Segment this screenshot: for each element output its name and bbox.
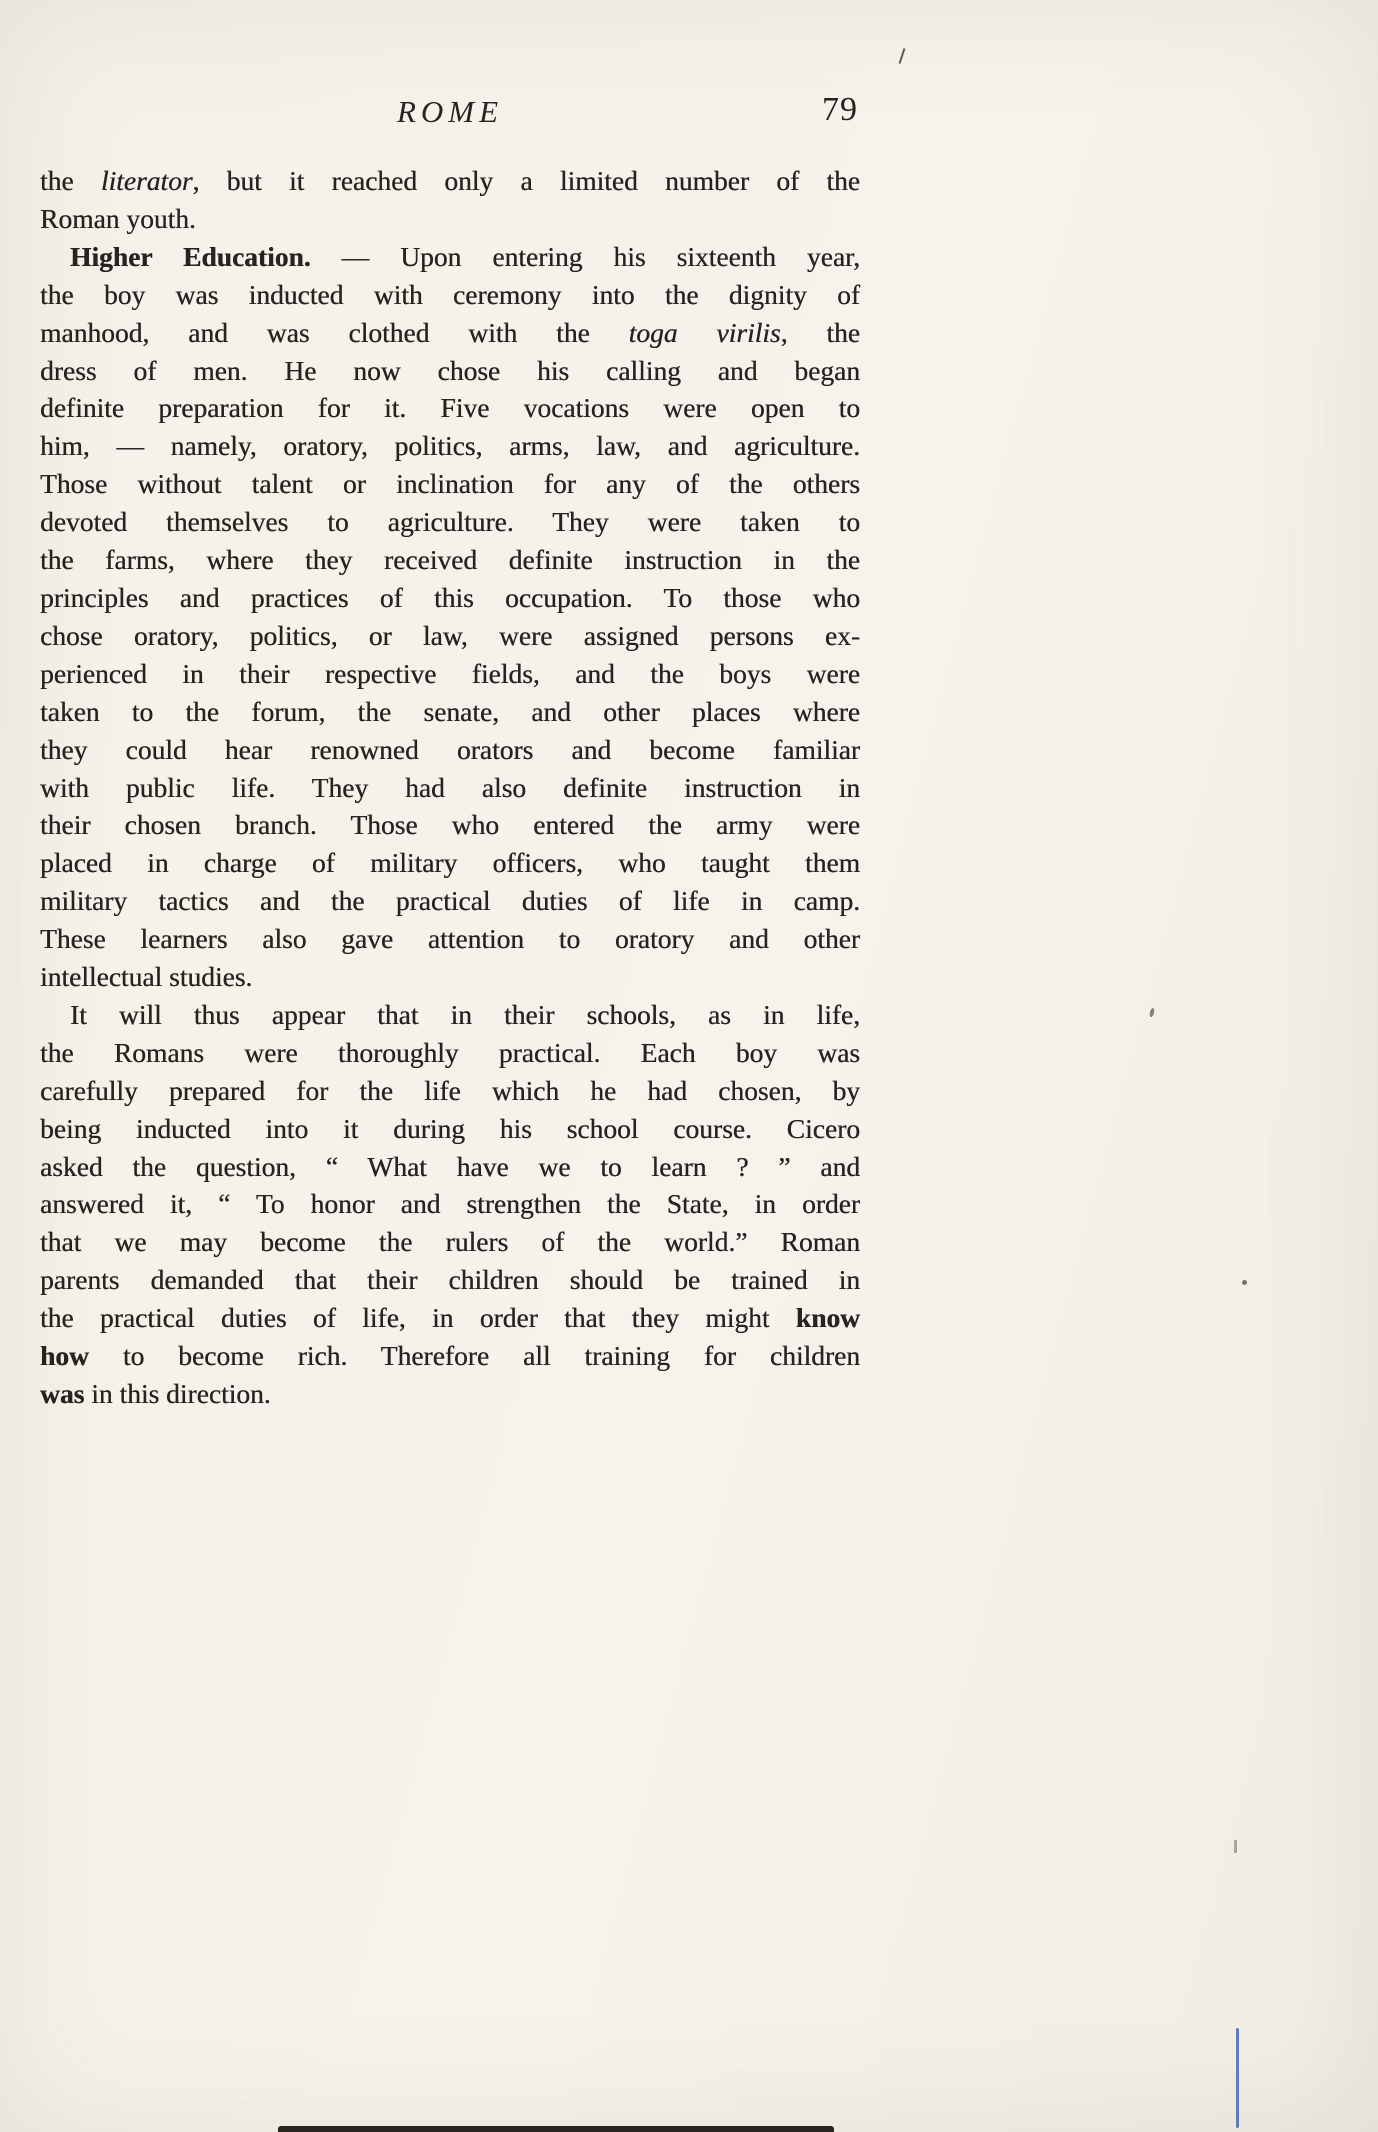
text-line: [40, 655, 860, 693]
text-segment: dress of men. He now chose his calling and began: [40, 354, 860, 386]
bold-text: know: [795, 1302, 860, 1334]
text-line: [40, 427, 860, 465]
text-segment: him, — namely, oratory, politics, arms, law, and agriculture.: [40, 430, 860, 462]
scan-mark-comma: [1149, 1008, 1155, 1018]
text-line: [40, 693, 860, 731]
text-line: [40, 1185, 860, 1223]
text-line: [40, 1337, 860, 1375]
text-line: [40, 1375, 860, 1413]
text-segment: they could hear renowned orators and become familiar: [40, 733, 860, 765]
text-segment: , the: [780, 316, 860, 348]
page-number: 79: [822, 91, 858, 128]
text-segment: , but it reached only a limited number of the: [192, 165, 860, 196]
text-block: [40, 162, 860, 1413]
text-segment: These learners also gave attention to oratory and other: [40, 923, 860, 955]
text-segment: asked the question, “ What have we to learn ? ” and: [40, 1150, 860, 1182]
text-segment: in this direction.: [84, 1378, 271, 1409]
text-segment: Roman youth.: [40, 202, 196, 234]
text-line: [40, 882, 860, 920]
text-line: [40, 617, 860, 655]
text-segment: military tactics and the practical duties of life in camp.: [40, 885, 860, 917]
text-segment: definite preparation for it. Five vocations were open to: [40, 392, 860, 424]
text-segment: taken to the forum, the senate, and other places where: [40, 695, 860, 727]
text-segment: It will thus appear that in their schools, as in life,: [70, 998, 860, 1030]
text-segment: that we may become the rulers of the world.” Roman: [40, 1226, 860, 1258]
text-segment: their chosen branch. Those who entered the army were: [40, 809, 860, 841]
text-segment: placed in charge of military officers, who taught them: [40, 847, 860, 879]
text-line: [40, 769, 860, 807]
text-line: [40, 1034, 860, 1072]
text-line: [40, 162, 860, 200]
scan-mark-slash: [899, 48, 906, 64]
page-header: [40, 91, 860, 140]
italic-text: literator: [100, 165, 193, 196]
text-line: [40, 1110, 860, 1148]
text-segment: parents demanded that their children should be trained in: [40, 1264, 860, 1296]
text-segment: the farms, where they received definite instruction in the: [40, 544, 860, 576]
text-segment: the practical duties of life, in order that they might: [40, 1302, 796, 1334]
text-line: [40, 1148, 860, 1186]
text-line: [40, 389, 860, 427]
scan-edge-artifact: [278, 2126, 834, 2132]
bold-text: Higher Education.: [70, 240, 311, 272]
bold-text: how: [40, 1340, 89, 1372]
italic-text: toga virilis: [628, 316, 781, 348]
text-line: [40, 352, 860, 390]
text-segment: intellectual studies.: [40, 961, 253, 993]
text-line: [40, 996, 860, 1034]
text-segment: with public life. They had also definite instruction in: [40, 771, 860, 803]
text-line: [40, 579, 860, 617]
text-segment: — Upon entering his sixteenth year,: [310, 240, 860, 272]
text-segment: answered it, “ To honor and strengthen the State, in order: [40, 1188, 860, 1220]
text-line: [40, 541, 860, 579]
scan-mark-colon: [1234, 1840, 1237, 1853]
text-segment: Those without talent or inclination for any of the others: [40, 468, 860, 500]
text-line: [40, 276, 860, 314]
text-segment: the boy was inducted with ceremony into the dignity of: [40, 278, 860, 310]
text-segment: carefully prepared for the life which he had chosen, by: [40, 1074, 860, 1106]
text-line: [40, 806, 860, 844]
bold-text: was: [40, 1378, 85, 1409]
text-line: [40, 1072, 860, 1110]
running-head-title: ROME: [396, 94, 504, 129]
text-line: [40, 920, 860, 958]
text-line: [40, 1261, 860, 1299]
text-line: [40, 503, 860, 541]
text-line: [40, 238, 860, 276]
text-segment: being inducted into it during his school course. Cicero: [40, 1112, 860, 1144]
text-segment: principles and practices of this occupation. To those who: [40, 581, 860, 613]
text-line: [40, 844, 860, 882]
text-segment: manhood, and was clothed with the: [40, 316, 629, 348]
text-segment: to become rich. Therefore all training for children: [88, 1340, 860, 1372]
text-line: [40, 465, 860, 503]
text-line: [40, 731, 860, 769]
text-line: [40, 314, 860, 352]
scan-mark-dot: [1242, 1280, 1247, 1285]
text-segment: chose oratory, politics, or law, were assigned persons ex-: [40, 619, 860, 651]
text-line: [40, 958, 860, 996]
text-segment: devoted themselves to agriculture. They were taken to: [40, 506, 860, 538]
text-line: [40, 1299, 860, 1337]
text-segment: the: [40, 165, 101, 196]
pen-mark: [1236, 2028, 1239, 2128]
page-content: [40, 91, 860, 1413]
text-segment: perienced in their respective fields, and the boys were: [40, 657, 860, 689]
text-segment: the Romans were thoroughly practical. Each boy was: [40, 1036, 860, 1068]
text-line: [40, 200, 860, 238]
text-line: [40, 1223, 860, 1261]
